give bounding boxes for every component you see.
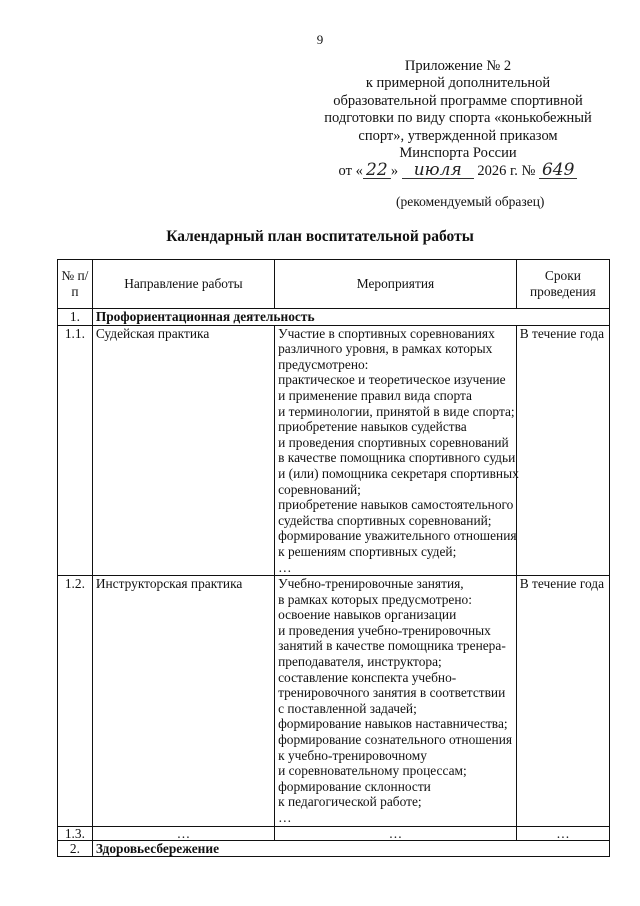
appendix-line: образовательной программе спортивной <box>333 92 583 109</box>
page-number: 9 <box>316 32 324 47</box>
activity-line: и проведения учебно-тренировочных <box>278 622 491 638</box>
table-row <box>58 325 610 576</box>
activity-line: формирование уважительного отношения <box>278 528 517 544</box>
row-number: 1.2. <box>58 576 93 827</box>
recommended-note: (рекомендуемый образец) <box>396 194 545 209</box>
activity-line: освоение навыков организации <box>278 607 457 623</box>
table-row <box>58 576 610 827</box>
activity-line: и проведения спортивных соревнований <box>278 434 509 450</box>
activity-line: занятий в качестве помощника тренера- <box>278 638 506 654</box>
activity-line: … <box>278 810 292 825</box>
handwritten-day: 22 <box>363 163 391 179</box>
activity-line: приобретение навыков судейства <box>278 419 467 435</box>
row-direction: Судейская практика <box>92 325 274 576</box>
activity-line: Участие в спортивных соревнованиях <box>278 325 495 341</box>
activity-line: формирование склонности <box>278 778 431 794</box>
activity-line: … <box>278 559 292 575</box>
row-term: … <box>516 826 609 840</box>
activity-line: приобретение навыков самостоятельного <box>278 497 514 513</box>
row-activities: … <box>275 826 517 840</box>
section-row <box>58 309 610 326</box>
section-number: 1. <box>58 309 93 326</box>
appendix-line: подготовки по виду спорта «конькобежный <box>324 110 592 127</box>
row-activities <box>275 576 517 827</box>
activity-line: и соревновательному процессам; <box>278 763 467 779</box>
activity-line: составление конспекта учебно- <box>278 669 457 685</box>
row-direction: … <box>92 826 274 840</box>
activity-line: к учебно-тренировочному <box>278 747 427 763</box>
section-number: 2. <box>58 840 93 857</box>
appendix-header <box>318 58 598 181</box>
handwritten-month: июля <box>402 163 474 179</box>
date-year: 2026 г. № <box>477 163 536 180</box>
activity-line: Учебно-тренировочные занятия, <box>278 576 464 592</box>
activity-line: практическое и теоретическое изучение <box>278 372 506 388</box>
handwritten-order-number: 649 <box>539 163 577 179</box>
section-title: Профориентационная деятельность <box>92 309 609 326</box>
activity-line: преподавателя, инструктора; <box>278 654 442 670</box>
table-header-row <box>58 260 610 309</box>
activity-line: и терминологии, принятой в виде спорта; <box>278 403 515 419</box>
table-row <box>58 826 610 840</box>
activity-line: формирование навыков наставничества; <box>278 716 508 732</box>
activity-line: и (или) помощника секретаря спортивных <box>278 465 519 481</box>
date-prefix: от « <box>338 163 363 180</box>
activity-line: предусмотрено: <box>278 356 369 372</box>
order-date-line <box>318 160 598 181</box>
activity-line: в рамках которых предусмотрено: <box>278 591 472 607</box>
activity-line: формирование сознательного отношения <box>278 732 513 748</box>
header-activities: Мероприятия <box>275 260 517 309</box>
row-term: В течение года <box>516 325 609 576</box>
row-direction: Инструкторская практика <box>92 576 274 827</box>
document-title: Календарный план воспитательной работы <box>166 228 474 245</box>
activity-line: соревнований; <box>278 481 361 497</box>
activity-line: в качестве помощника спортивного судьи <box>278 450 516 466</box>
calendar-plan-table <box>57 259 610 857</box>
activity-line: и применение правил вида спорта <box>278 387 472 403</box>
row-number: 1.1. <box>58 325 93 576</box>
row-term: В течение года <box>516 576 609 827</box>
row-number: 1.3. <box>58 826 93 840</box>
header-num: № п/п <box>58 260 93 309</box>
appendix-line: спорт», утвержденной приказом <box>358 127 558 144</box>
appendix-line: к примерной дополнительной <box>365 75 551 92</box>
activity-line: различного уровня, в рамках которых <box>278 341 493 357</box>
row-activities <box>275 325 517 576</box>
activity-line: к педагогической работе; <box>278 794 422 810</box>
header-direction: Направление работы <box>92 260 274 309</box>
section-title: Здоровьесбережение <box>92 840 609 857</box>
section-row <box>58 840 610 857</box>
activity-line: тренировочного занятия в соответствии <box>278 685 506 701</box>
activity-line: с поставленной задачей; <box>278 700 417 716</box>
activity-line: к решениям спортивных судей; <box>278 543 457 559</box>
appendix-line: Приложение № 2 <box>404 58 512 74</box>
header-terms: Сроки проведения <box>516 260 609 309</box>
activity-line: судейства спортивных соревнований; <box>278 512 492 528</box>
appendix-line: Минспорта России <box>399 145 517 162</box>
date-mid: » <box>390 163 399 180</box>
